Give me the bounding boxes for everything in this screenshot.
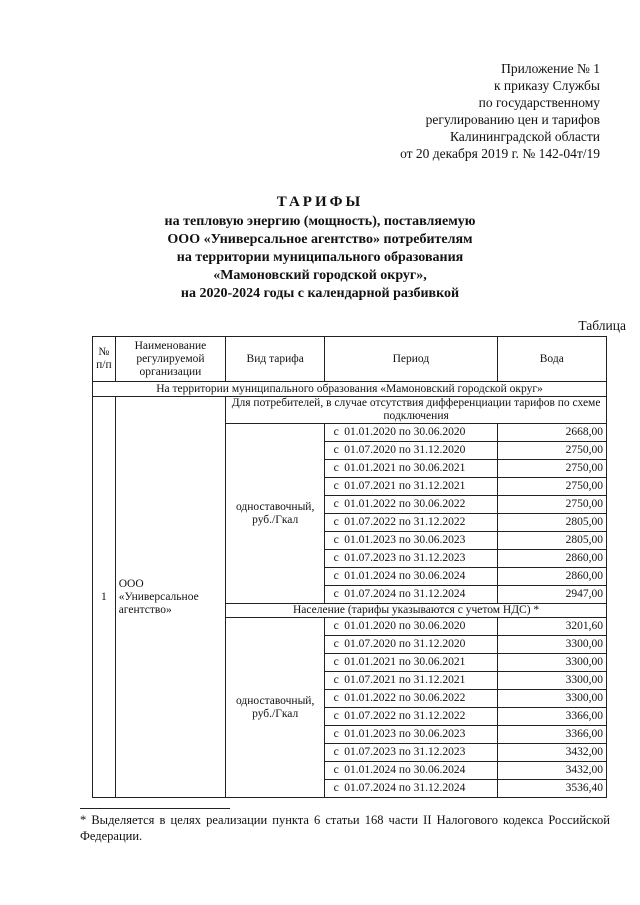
tariff-table [92,336,607,798]
period-cell [325,460,497,478]
period-cell [325,514,497,532]
period-range: 01.07.2021 по 31.12.2021 [344,674,466,686]
period-prefix: с [333,620,339,632]
period-range: 01.07.2024 по 31.12.2024 [344,782,466,794]
period-prefix: с [333,444,339,456]
period-cell [325,424,497,442]
period-range: 01.07.2023 по 31.12.2023 [344,552,466,564]
document-title [0,193,640,303]
table-body [93,382,607,798]
tariff-value: 3366,00 [497,708,606,726]
tariff-value: 2860,00 [497,568,606,586]
period-prefix: с [333,480,339,492]
period-range: 01.01.2022 по 30.06.2022 [344,692,466,704]
period-range: 01.01.2020 по 30.06.2020 [344,426,466,438]
title-line: на территории муниципального образования [176,250,464,265]
period-prefix: с [333,462,339,474]
consumer-group-row [93,397,607,424]
title-line: «Мамоновский городской округ», [213,268,427,283]
period-cell [325,568,497,586]
period-prefix: с [333,692,339,704]
tariff-value: 2750,00 [497,496,606,514]
tariff-value: 3432,00 [497,762,606,780]
organization-name: ООО «Универсальное агентство» [115,397,225,798]
territory-cell: На территории муниципального образования «Мамоновский городской округ» [93,382,607,397]
period-range: 01.01.2021 по 30.06.2021 [344,462,466,474]
period-cell [325,762,497,780]
appendix-block [370,60,600,162]
appendix-line: по государственному [478,95,600,110]
period-prefix: с [333,674,339,686]
tariff-value: 3300,00 [497,636,606,654]
tariff-value: 2750,00 [497,460,606,478]
period-range: 01.01.2020 по 30.06.2020 [344,620,466,632]
period-cell [325,618,497,636]
territory-row [93,382,607,397]
period-cell [325,780,497,798]
title-line: на 2020-2024 годы с календарной разбивкой [180,286,460,301]
appendix-line: к приказу Службы [493,78,600,93]
period-range: 01.07.2020 по 31.12.2020 [344,638,466,650]
period-range: 01.07.2020 по 31.12.2020 [344,444,466,456]
tariff-value: 2947,00 [497,586,606,604]
period-range: 01.07.2024 по 31.12.2024 [344,588,466,600]
period-prefix: с [333,426,339,438]
tariff-value: 3432,00 [497,744,606,762]
appendix-line: Приложение № 1 [501,61,600,76]
period-prefix: с [333,516,339,528]
period-prefix: с [333,746,339,758]
period-prefix: с [333,710,339,722]
consumer-group-label: Для потребителей, в случае отсутствия дифференциации тарифов по схеме подключения [226,397,607,424]
footnote: * Выделяется в целях реализации пункта 6 статьи 168 части II Налогового кодекса Российской Федерации. [80,813,610,843]
period-cell [325,654,497,672]
period-prefix: с [333,638,339,650]
period-prefix: с [333,782,339,794]
tariff-type: одноставочный, руб./Гкал [226,424,325,604]
tariff-value: 3300,00 [497,654,606,672]
tariff-value: 2805,00 [497,514,606,532]
period-range: 01.01.2023 по 30.06.2023 [344,534,466,546]
table-header-row [93,337,607,382]
appendix-line: от 20 декабря 2019 г. № 142-04т/19 [400,146,600,161]
period-cell [325,690,497,708]
header-period: Период [325,337,497,382]
tariff-value: 2805,00 [497,532,606,550]
title-main: ТАРИФЫ [276,194,364,210]
period-prefix: с [333,498,339,510]
period-cell [325,636,497,654]
appendix-line: регулированию цен и тарифов [425,112,600,127]
tariff-value: 3300,00 [497,672,606,690]
title-line: ООО «Универсальное агентство» потребителям [167,232,473,247]
table-caption: Таблица [578,318,626,333]
period-range: 01.07.2022 по 31.12.2022 [344,516,466,528]
header-num: № п/п [93,337,116,382]
period-range: 01.07.2023 по 31.12.2023 [344,746,466,758]
header-value: Вода [497,337,606,382]
period-cell [325,672,497,690]
tariff-value: 3201,60 [497,618,606,636]
title-line: на тепловую энергию (мощность), поставляемую [164,214,476,229]
tariff-value: 2750,00 [497,478,606,496]
period-prefix: с [333,588,339,600]
tariff-value: 3366,00 [497,726,606,744]
period-cell [325,532,497,550]
period-prefix: с [333,728,339,740]
period-range: 01.07.2021 по 31.12.2021 [344,480,466,492]
row-number: 1 [93,397,116,798]
consumer-group-label: Население (тарифы указываются с учетом НДС) * [226,604,607,618]
period-range: 01.01.2024 по 30.06.2024 [344,764,466,776]
tariff-value: 2668,00 [497,424,606,442]
period-cell [325,478,497,496]
header-type: Вид тарифа [226,337,325,382]
tariff-value: 3536,40 [497,780,606,798]
period-prefix: с [333,570,339,582]
period-range: 01.01.2024 по 30.06.2024 [344,570,466,582]
period-range: 01.07.2022 по 31.12.2022 [344,710,466,722]
tariff-value: 2750,00 [497,442,606,460]
period-cell [325,442,497,460]
tariff-value: 3300,00 [497,690,606,708]
tariff-type: одноставочный, руб./Гкал [226,618,325,798]
footnote-divider [80,808,230,809]
period-range: 01.01.2022 по 30.06.2022 [344,498,466,510]
period-cell [325,586,497,604]
period-cell [325,744,497,762]
period-cell [325,550,497,568]
period-prefix: с [333,656,339,668]
period-cell [325,496,497,514]
tariff-value: 2860,00 [497,550,606,568]
period-cell [325,726,497,744]
period-range: 01.01.2021 по 30.06.2021 [344,656,466,668]
period-prefix: с [333,552,339,564]
appendix-line: Калининградской области [449,129,600,144]
period-cell [325,708,497,726]
header-org: Наименование регулируемой организации [115,337,225,382]
period-prefix: с [333,534,339,546]
period-prefix: с [333,764,339,776]
period-range: 01.01.2023 по 30.06.2023 [344,728,466,740]
